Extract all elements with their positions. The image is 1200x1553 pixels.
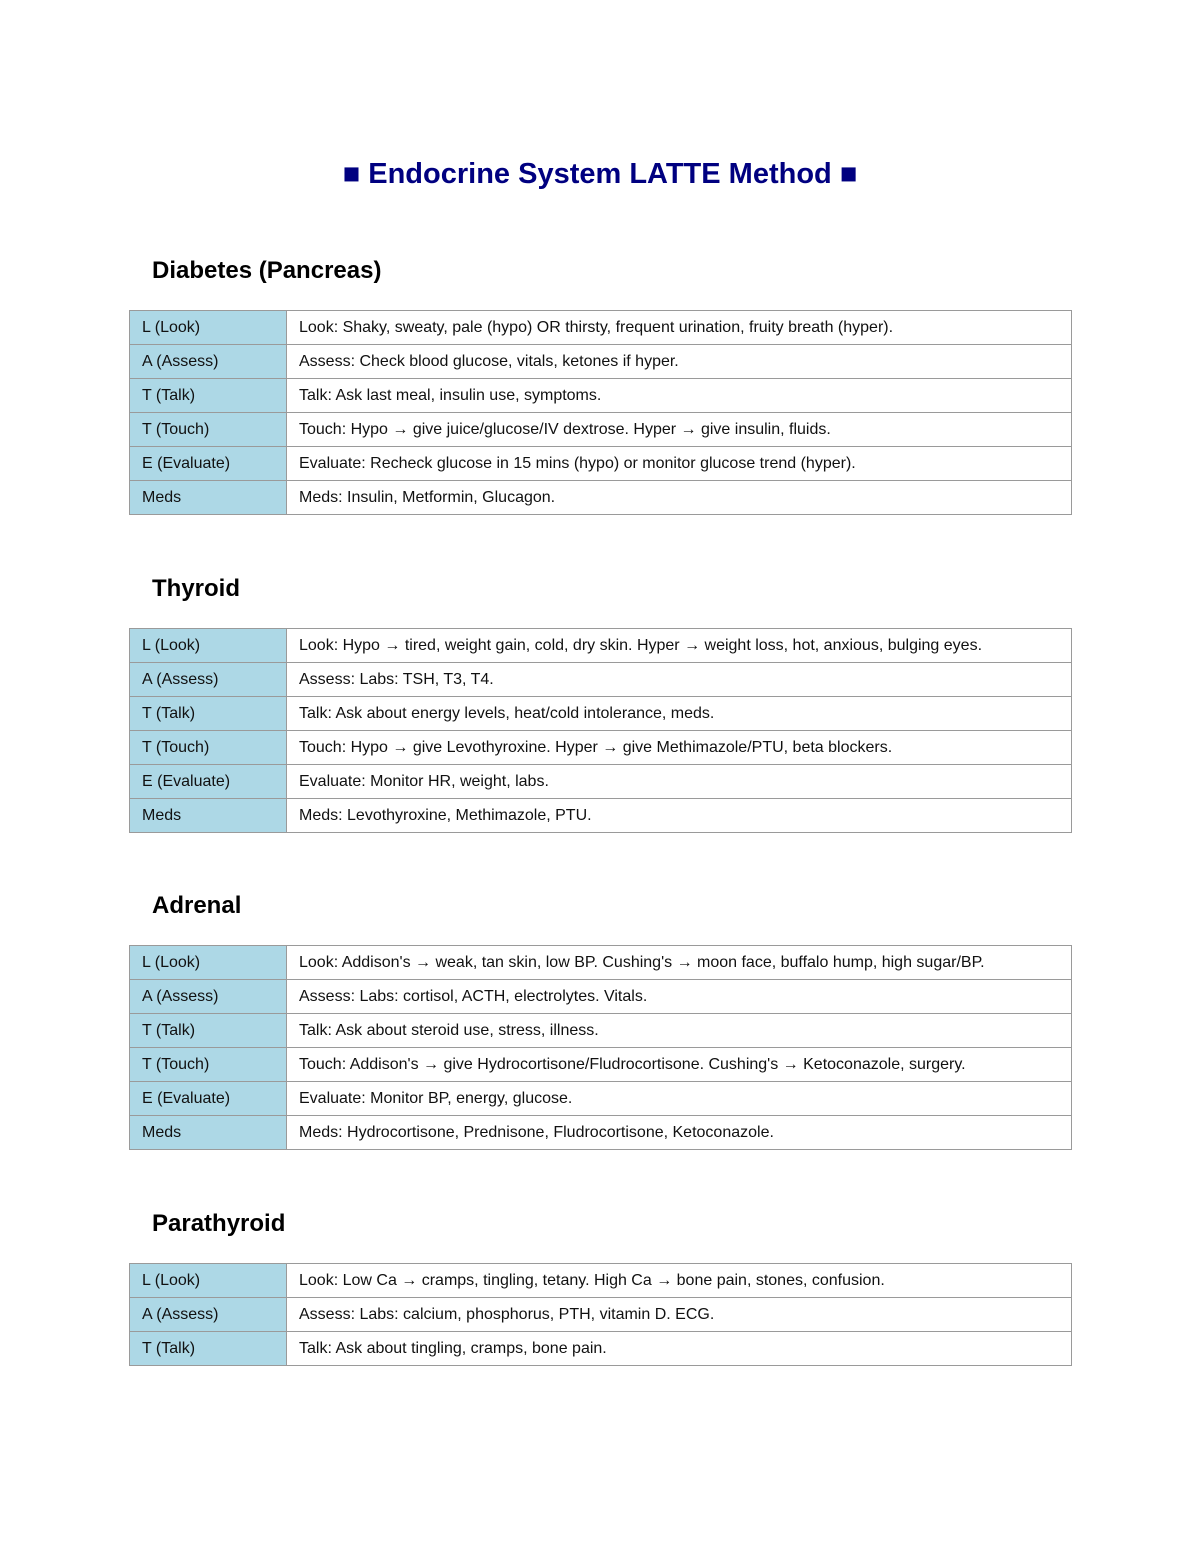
row-label: T (Touch) <box>130 413 287 447</box>
section-adrenal <box>129 891 1071 1150</box>
row-label: L (Look) <box>130 311 287 345</box>
row-label: L (Look) <box>130 1264 287 1298</box>
row-text: Talk: Ask about energy levels, heat/cold intolerance, meds. <box>287 697 1072 731</box>
row-text: Evaluate: Monitor HR, weight, labs. <box>287 765 1072 799</box>
row-text: Assess: Labs: calcium, phosphorus, PTH, vitamin D. ECG. <box>287 1298 1072 1332</box>
row-text: Look: Shaky, sweaty, pale (hypo) OR thirsty, frequent urination, fruity breath (hyper). <box>287 311 1072 345</box>
table-row <box>130 379 1072 413</box>
table-row <box>130 731 1072 765</box>
row-text: Touch: Addison's → give Hydrocortisone/Fludrocortisone. Cushing's → Ketoconazole, surgery. <box>287 1048 1072 1082</box>
row-label: E (Evaluate) <box>130 765 287 799</box>
row-label: Meds <box>130 799 287 833</box>
table-row <box>130 1264 1072 1298</box>
row-label: T (Talk) <box>130 1014 287 1048</box>
table-row <box>130 1014 1072 1048</box>
row-text: Evaluate: Monitor BP, energy, glucose. <box>287 1082 1072 1116</box>
row-label: A (Assess) <box>130 345 287 379</box>
row-text: Look: Hypo → tired, weight gain, cold, dry skin. Hyper → weight loss, hot, anxious, bulging eyes. <box>287 629 1072 663</box>
row-text: Look: Low Ca → cramps, tingling, tetany. High Ca → bone pain, stones, confusion. <box>287 1264 1072 1298</box>
table-row <box>130 1082 1072 1116</box>
latte-table <box>129 628 1072 833</box>
table-row <box>130 1332 1072 1366</box>
row-text: Meds: Hydrocortisone, Prednisone, Fludrocortisone, Ketoconazole. <box>287 1116 1072 1150</box>
table-row <box>130 311 1072 345</box>
table-row <box>130 1048 1072 1082</box>
section-heading: Adrenal <box>152 892 242 919</box>
row-text: Assess: Check blood glucose, vitals, ketones if hyper. <box>287 345 1072 379</box>
row-text: Meds: Levothyroxine, Methimazole, PTU. <box>287 799 1072 833</box>
page-title: ■ Endocrine System LATTE Method ■ <box>342 158 858 190</box>
table-row <box>130 946 1072 980</box>
section-parathyroid <box>129 1209 1071 1366</box>
row-label: T (Talk) <box>130 379 287 413</box>
row-text: Talk: Ask last meal, insulin use, symptoms. <box>287 379 1072 413</box>
row-text: Talk: Ask about tingling, cramps, bone pain. <box>287 1332 1072 1366</box>
row-label: L (Look) <box>130 946 287 980</box>
row-label: T (Talk) <box>130 697 287 731</box>
row-text: Assess: Labs: TSH, T3, T4. <box>287 663 1072 697</box>
row-label: T (Touch) <box>130 1048 287 1082</box>
section-heading: Diabetes (Pancreas) <box>152 257 382 284</box>
table-row <box>130 345 1072 379</box>
row-label: E (Evaluate) <box>130 447 287 481</box>
row-label: Meds <box>130 1116 287 1150</box>
table-row <box>130 1298 1072 1332</box>
row-text: Assess: Labs: cortisol, ACTH, electrolytes. Vitals. <box>287 980 1072 1014</box>
section-thyroid <box>129 574 1071 833</box>
row-text: Look: Addison's → weak, tan skin, low BP. Cushing's → moon face, buffalo hump, high sugar/BP. <box>287 946 1072 980</box>
table-row <box>130 629 1072 663</box>
row-text: Meds: Insulin, Metformin, Glucagon. <box>287 481 1072 515</box>
row-label: L (Look) <box>130 629 287 663</box>
row-text: Talk: Ask about steroid use, stress, illness. <box>287 1014 1072 1048</box>
table-row <box>130 697 1072 731</box>
row-label: A (Assess) <box>130 980 287 1014</box>
table-row <box>130 765 1072 799</box>
row-label: A (Assess) <box>130 663 287 697</box>
row-text: Touch: Hypo → give Levothyroxine. Hyper → give Methimazole/PTU, beta blockers. <box>287 731 1072 765</box>
row-label: Meds <box>130 481 287 515</box>
latte-table <box>129 945 1072 1150</box>
table-row <box>130 799 1072 833</box>
table-row <box>130 413 1072 447</box>
table-row <box>130 481 1072 515</box>
section-heading: Thyroid <box>152 575 240 602</box>
section-heading: Parathyroid <box>152 1210 286 1237</box>
table-row <box>130 1116 1072 1150</box>
latte-table <box>129 1263 1072 1366</box>
row-label: A (Assess) <box>130 1298 287 1332</box>
row-label: T (Touch) <box>130 731 287 765</box>
table-row <box>130 663 1072 697</box>
row-text: Evaluate: Recheck glucose in 15 mins (hypo) or monitor glucose trend (hyper). <box>287 447 1072 481</box>
section-diabetes <box>129 256 1071 515</box>
row-label: T (Talk) <box>130 1332 287 1366</box>
table-row <box>130 447 1072 481</box>
table-row <box>130 980 1072 1014</box>
row-text: Touch: Hypo → give juice/glucose/IV dextrose. Hyper → give insulin, fluids. <box>287 413 1072 447</box>
row-label: E (Evaluate) <box>130 1082 287 1116</box>
latte-table <box>129 310 1072 515</box>
